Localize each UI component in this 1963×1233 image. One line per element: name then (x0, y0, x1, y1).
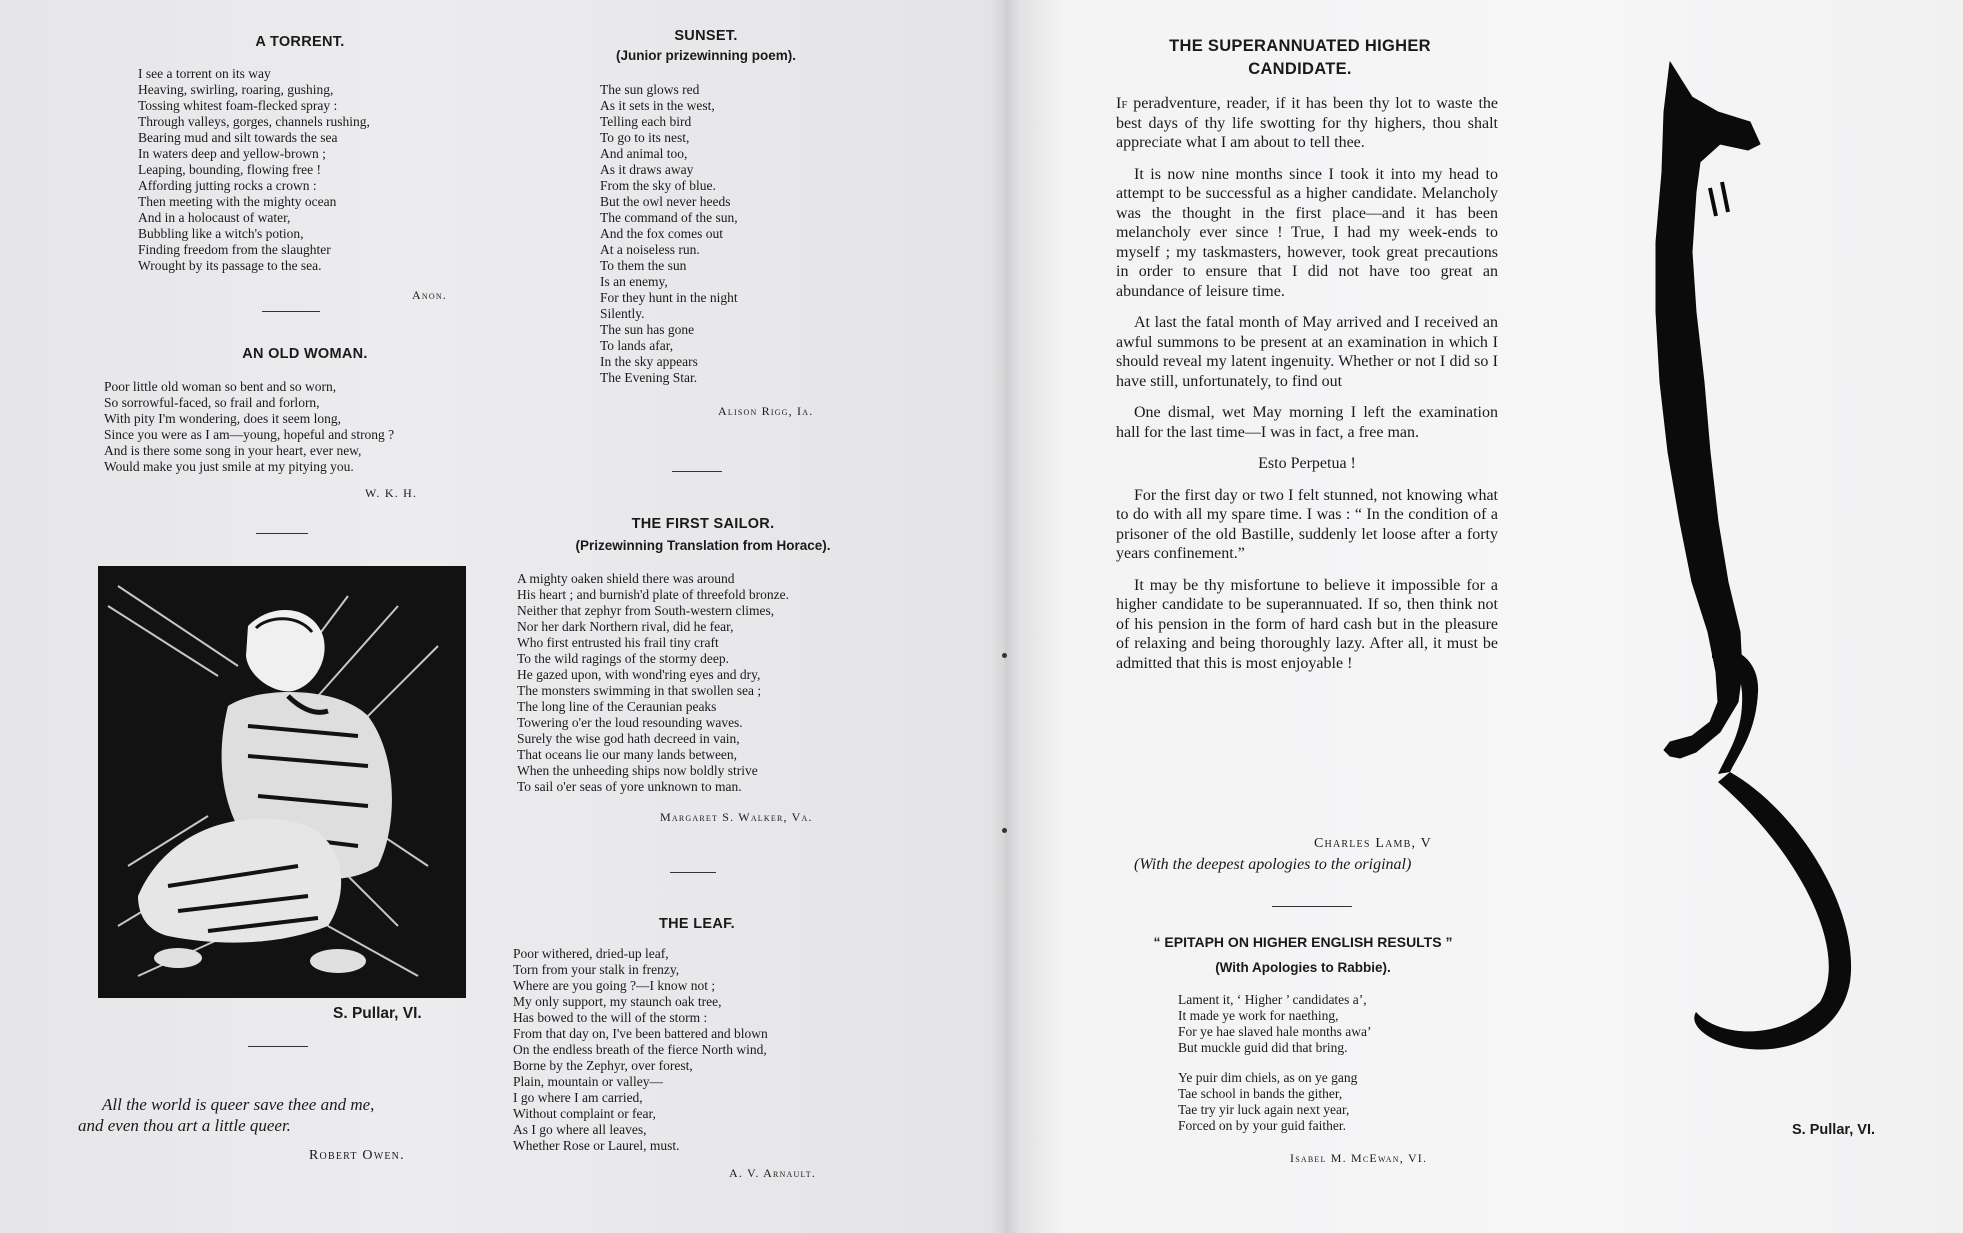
old-woman-author: W. K. H. (365, 486, 418, 500)
first-sailor-poem (517, 571, 789, 795)
sunset-author: Alison Rigg, Ia. (718, 404, 814, 418)
paragraph: It is now nine months since I took it into my head to attempt to be successful as a higher candidate. Melancholy was the thought in the first place—and it has been melancholy ever since ! True, I had my week-ends to myself ; my taskmasters, however, took great precautions in order to ensure that I did not have too great an abundance of leisure time. (1116, 165, 1498, 300)
poem-line: Silently. (600, 306, 645, 321)
paragraph: For the first day or two I felt stunned, not knowing what to do with all my spare time. I was : “ In the condition of a prisoner of the old Bastille, suddenly let loose after a forty years confinement.” (1116, 486, 1498, 562)
poem-line: Finding freedom from the slaughter (138, 242, 331, 257)
poem-line: The long line of the Ceraunian peaks (517, 699, 717, 714)
superannuated-title (1100, 37, 1500, 79)
woodcut-illustration (98, 566, 466, 998)
poem-line: To them the sun (600, 258, 687, 273)
poem-line: Heaving, swirling, roaring, gushing, (138, 82, 334, 97)
divider (256, 533, 308, 534)
poem-line: At a noiseless run. (600, 242, 700, 257)
cat-illustration (1600, 52, 1930, 1092)
torrent-author: Anon. (412, 288, 447, 302)
poem-line: A mighty oaken shield there was around (517, 571, 735, 586)
superannuated-apology: (With the deepest apologies to the original) (1134, 856, 1412, 873)
poem-line: Where are you going ?—I know not ; (513, 978, 716, 993)
poem-line: Who first entrusted his frail tiny craft (517, 635, 719, 650)
drop-cap: If (1116, 95, 1128, 112)
poem-line: My only support, my staunch oak tree, (513, 994, 722, 1009)
leaf-poem (513, 946, 768, 1154)
superannuated-body (1116, 94, 1498, 679)
poem-line: The sun has gone (600, 322, 695, 337)
poem-line: Tae school in bands the gither, (1178, 1086, 1343, 1101)
divider (248, 1046, 308, 1047)
title-line: THE SUPERANNUATED HIGHER (1169, 37, 1431, 55)
quote-line: and even thou art a little queer. (78, 1116, 291, 1135)
poem-line: Tae try yir luck again next year, (1178, 1102, 1350, 1117)
poem-line: Poor little old woman so bent and so worn, (104, 379, 337, 394)
poem-line: The Evening Star. (600, 370, 698, 385)
poem-line: Lament it, ‘ Higher ’ candidates a’, (1178, 992, 1367, 1007)
poem-line: The sun glows red (600, 82, 700, 97)
poem-line: Without complaint or fear, (513, 1106, 656, 1121)
paragraph: Esto Perpetua ! (1258, 455, 1356, 472)
leaf-author: A. V. Arnault. (729, 1166, 817, 1180)
poem-line: Forced on by your guid faither. (1178, 1118, 1346, 1133)
paragraph: peradventure, reader, if it has been thy lot to waste the best days of thy life swotting for thy highers, thou shalt appreciate what I am about to tell thee. (1116, 95, 1498, 151)
poem-line: Through valleys, gorges, channels rushing, (138, 114, 370, 129)
queer-quote (78, 1094, 478, 1136)
woodcut-caption: S. Pullar, VI. (333, 1005, 422, 1022)
first-sailor-subtitle: (Prizewinning Translation from Horace). (575, 538, 831, 553)
poem-line: With pity I'm wondering, does it seem long, (104, 411, 341, 426)
superannuated-author: Charles Lamb, V (1314, 836, 1432, 851)
poem-line: When the unheeding ships now boldly strive (517, 763, 758, 778)
first-sailor-author: Margaret S. Walker, Va. (660, 810, 813, 824)
staple-mark (1002, 828, 1007, 833)
divider (262, 311, 320, 312)
poem-line: That oceans lie our many lands between, (517, 747, 738, 762)
poem-line: In waters deep and yellow-brown ; (138, 146, 326, 161)
divider (1272, 906, 1352, 907)
poem-line: And is there some song in your heart, ever new, (104, 443, 362, 458)
poem-line: He gazed upon, with wond'ring eyes and dry, (517, 667, 761, 682)
sunset-subtitle: (Junior prizewinning poem). (616, 48, 796, 63)
poem-line: I go where I am carried, (513, 1090, 643, 1105)
title-line: CANDIDATE. (1248, 60, 1352, 78)
poem-line: Is an enemy, (600, 274, 668, 289)
old-woman-poem (104, 379, 394, 475)
poem-line: The command of the sun, (600, 210, 738, 225)
poem-line: On the endless breath of the fierce North wind, (513, 1042, 767, 1057)
sunset-title: SUNSET. (674, 28, 738, 44)
poem-line: In the sky appears (600, 354, 698, 369)
poem-line: Since you were as I am—young, hopeful and strong ? (104, 427, 395, 442)
poem-line: Wrought by its passage to the sea. (138, 258, 322, 273)
poem-line: To lands afar, (600, 338, 674, 353)
poem-line: As I go where all leaves, (513, 1122, 647, 1137)
poem-line: For ye hae slaved hale months awa’ (1178, 1024, 1372, 1039)
divider (670, 872, 716, 873)
poem-line: Neither that zephyr from South-western climes, (517, 603, 775, 618)
quote-line: All the world is queer save thee and me, (102, 1095, 375, 1114)
poem-line: To go to its nest, (600, 130, 690, 145)
poem-line: To sail o'er seas of yore unknown to man. (517, 779, 742, 794)
staple-mark (1002, 653, 1007, 658)
poem-line: Telling each bird (600, 114, 692, 129)
epitaph-title: “ EPITAPH ON HIGHER ENGLISH RESULTS ” (1153, 934, 1453, 950)
poem-line: To the wild ragings of the stormy deep. (517, 651, 730, 666)
poem-line: For they hunt in the night (600, 290, 738, 305)
poem-line: Torn from your stalk in frenzy, (513, 962, 680, 977)
poem-line: Borne by the Zephyr, over forest, (513, 1058, 693, 1073)
poem-line: Would make you just smile at my pitying you. (104, 459, 354, 474)
torrent-poem (138, 66, 370, 274)
poem-line: The monsters swimming in that swollen sea ; (517, 683, 762, 698)
poem-line: Whether Rose or Laurel, must. (513, 1138, 680, 1153)
poem-line: From the sky of blue. (600, 178, 716, 193)
poem-line: Then meeting with the mighty ocean (138, 194, 337, 209)
poem-line: Poor withered, dried-up leaf, (513, 946, 669, 961)
poem-line: Affording jutting rocks a crown : (138, 178, 317, 193)
poem-line: And animal too, (600, 146, 688, 161)
poem-line: From that day on, I've been battered and blown (513, 1026, 768, 1041)
epitaph-stanza-1 (1178, 992, 1371, 1056)
poem-line: Leaping, bounding, flowing free ! (138, 162, 321, 177)
poem-line: Bearing mud and silt towards the sea (138, 130, 338, 145)
poem-line: Surely the wise god hath decreed in vain, (517, 731, 740, 746)
poem-line: As it sets in the west, (600, 98, 715, 113)
poem-line: Nor her dark Northern rival, did he fear, (517, 619, 734, 634)
first-sailor-title: THE FIRST SAILOR. (631, 516, 775, 532)
poem-line: But muckle guid did that bring. (1178, 1040, 1348, 1055)
page-gutter (990, 0, 1020, 1233)
paragraph: It may be thy misfortune to believe it impossible for a higher candidate to be superannuated. If so, then think not of his pension in the form of hard cash but in the pleasure of relaxing and being thoroughly lazy. After all, it must be admitted that this is most enjoyable ! (1116, 576, 1498, 672)
cat-caption: S. Pullar, VI. (1792, 1122, 1876, 1138)
poem-line: Ye puir dim chiels, as on ye gang (1178, 1070, 1358, 1085)
paragraph: At last the fatal month of May arrived and I received an awful summons to be present at an examination in which I should reveal my latent ingenuity. Whether or not I did so I have still, unfortunately, to find out (1116, 314, 1498, 390)
poem-line: As it draws away (600, 162, 694, 177)
poem-line: Bubbling like a witch's potion, (138, 226, 304, 241)
epitaph-stanza-2 (1178, 1070, 1357, 1134)
poem-line: I see a torrent on its way (138, 66, 271, 81)
poem-line: So sorrowful-faced, so frail and forlorn, (104, 395, 320, 410)
divider (672, 471, 722, 472)
poem-line: And in a holocaust of water, (138, 210, 291, 225)
epitaph-subtitle: (With Apologies to Rabbie). (1215, 960, 1391, 975)
poem-line: Has bowed to the will of the storm : (513, 1010, 708, 1025)
epitaph-author: Isabel M. McEwan, VI. (1290, 1151, 1428, 1165)
paragraph: One dismal, wet May morning I left the examination hall for the last time—I was in fact, a free man. (1116, 404, 1498, 441)
quote-author: Robert Owen. (309, 1148, 405, 1163)
poem-line: And the fox comes out (600, 226, 723, 241)
poem-line: His heart ; and burnish'd plate of threefold bronze. (517, 587, 789, 602)
poem-line: Tossing whitest foam-flecked spray : (138, 98, 338, 113)
poem-line: It made ye work for naething, (1178, 1008, 1339, 1023)
torrent-title: A TORRENT. (255, 34, 345, 50)
poem-line: Plain, mountain or valley— (513, 1074, 663, 1089)
sunset-poem (600, 82, 738, 386)
poem-line: But the owl never heeds (600, 194, 731, 209)
old-woman-title: AN OLD WOMAN. (242, 346, 368, 362)
leaf-title: THE LEAF. (658, 916, 735, 932)
poem-line: Towering o'er the loud resounding waves. (517, 715, 743, 730)
